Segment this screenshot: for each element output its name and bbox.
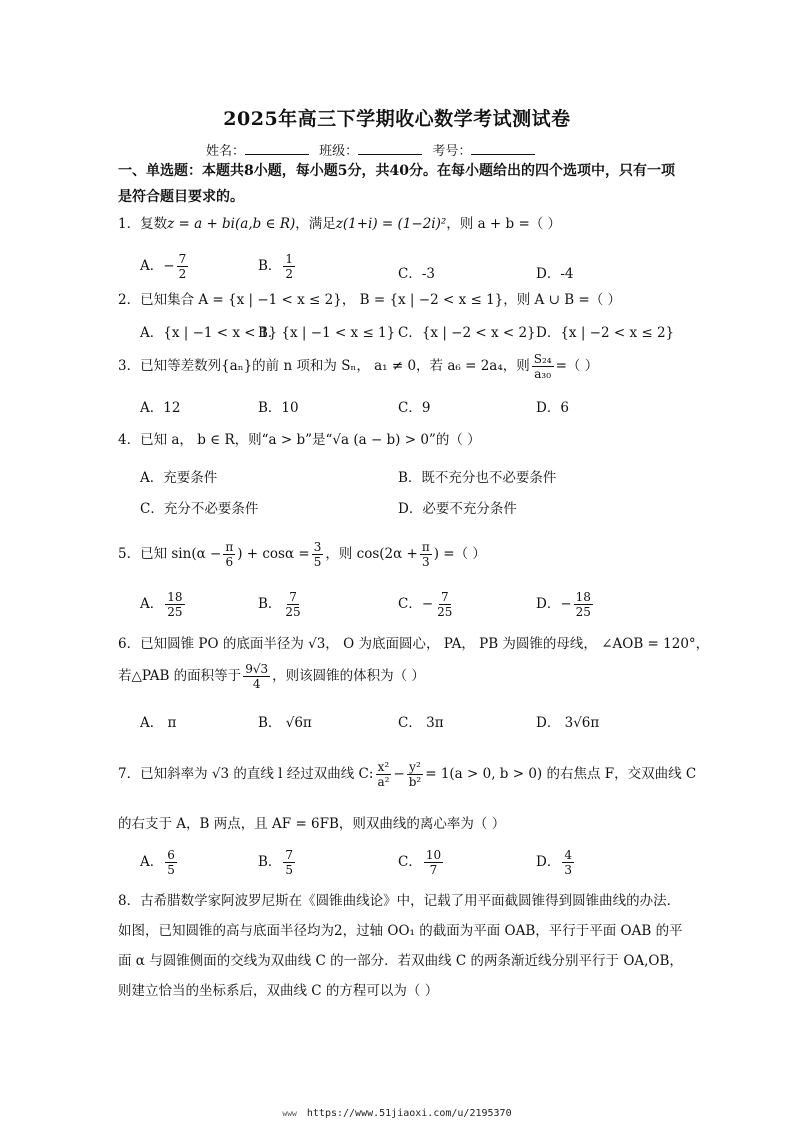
q5-option-d[interactable]: D．− $\frac{18}{25}$ — [536, 590, 591, 619]
q1-mid: ，满足 — [295, 216, 336, 232]
q3-suffix: =（ ） — [555, 358, 599, 374]
class-label: 班级： — [319, 144, 359, 159]
question-7-line1: 7．已知斜率为 √3 的直线 l 经过双曲线 C: $\frac{\text{x²}}{\text{a²}}$ − $\frac{\text{y²}}{\text{b²}}$ = 1(a > 0, b > 0) 的右焦点 F，交双曲线 C — [118, 760, 697, 789]
q6-option-a[interactable]: A． π — [140, 715, 177, 731]
q5-option-a[interactable]: A． $\frac{18}{25}$ — [140, 590, 183, 619]
exam-title: 2025年高三下学期收心数学考试测试卷 — [223, 108, 571, 130]
q1-option-b[interactable]: B． $\frac{1}{2}$ — [258, 252, 294, 281]
q4-option-b[interactable]: B．既不充分也不必要条件 — [398, 470, 557, 486]
q7-option-c[interactable]: C． $\frac{10}{7}$ — [398, 848, 442, 877]
question-6-line1: 6．已知圆锥 PO 的底面半径为 √3， O 为底面圆心， PA， PB 为圆锥的母线， ∠AOB = 120°， — [118, 636, 710, 652]
q3-option-c[interactable]: C．9 — [398, 400, 431, 416]
q2-option-c[interactable]: C．{x | −2 < x < 2} — [398, 325, 536, 341]
question-4: 4．已知 a， b ∈ R，则“a > b”是“√a (a − b) > 0”的（ ） — [118, 432, 481, 448]
q5-option-c[interactable]: C．− $\frac{7}{25}$ — [398, 590, 453, 619]
q6-option-d[interactable]: D． 3√6π — [536, 715, 600, 731]
id-blank[interactable] — [471, 142, 535, 155]
q2-option-d[interactable]: D．{x | −2 < x ≤ 2} — [536, 325, 675, 341]
q3-option-b[interactable]: B．10 — [258, 400, 299, 416]
question-5: 5．已知 sin(α − $\frac{\pi}{6}$ ) + cosα = $\frac{3}{5}$ ，则 cos(2α + $\frac{\pi}{3}$ ) =（ ） — [118, 540, 486, 569]
q1-math1: z = a + bi(a,b ∈ R) — [167, 216, 296, 232]
q6-option-b[interactable]: B． √6π — [258, 715, 312, 731]
q1-math2: z(1+i) = (1−2i)² — [335, 216, 447, 232]
q4-option-a[interactable]: A．充要条件 — [140, 470, 218, 486]
question-7-line2: 的右支于 A，B 两点，且 AF = 6FB，则双曲线的离心率为（ ） — [118, 816, 506, 832]
q4-option-c[interactable]: C．充分不必要条件 — [140, 501, 259, 517]
q1-option-a[interactable]: A．− $\frac{7}{2}$ — [140, 252, 187, 281]
q7-option-b[interactable]: B． $\frac{7}{5}$ — [258, 848, 294, 877]
section-heading: 一、单选题：本题共8小题，每小题5分，共40分。在每小题给出的四个选项中，只有一项是符合题目要求的。 — [118, 163, 675, 205]
site-logo-icon: www — [282, 1109, 297, 1118]
class-blank[interactable] — [358, 142, 422, 155]
q5-option-b[interactable]: B． $\frac{7}{25}$ — [258, 590, 301, 619]
name-label: 姓名： — [206, 144, 246, 159]
q1-prefix: 1．复数 — [118, 216, 168, 232]
question-3 — [118, 352, 688, 381]
q2-option-a[interactable]: A．{x | −1 < x < 1} — [140, 325, 278, 341]
question-2: 2．已知集合 A = {x | −1 < x ≤ 2}， B = {x | −2 < x ≤ 1}，则 A ∪ B =（ ） — [118, 292, 622, 308]
footer — [0, 1108, 794, 1119]
name-blank[interactable] — [245, 142, 309, 155]
q7-option-a[interactable]: A． $\frac{6}{5}$ — [140, 848, 175, 877]
question-6-line2: 若△PAB 的面积等于 $\frac{9√3}{4}$ ，则该圆锥的体积为（ ） — [118, 662, 425, 691]
q3-fraction: $\frac{\text{S₂₄}}{\text{a₃₀}}$ — [533, 352, 552, 381]
q1-option-c[interactable]: C．-3 — [398, 266, 435, 282]
footer-url[interactable]: https://www.51jiaoxi.com/u/2195370 — [306, 1108, 512, 1119]
q6-option-c[interactable]: C． 3π — [398, 715, 444, 731]
q1-option-d[interactable]: D．-4 — [536, 266, 574, 282]
question-8: 8．古希腊数学家阿波罗尼斯在《圆锥曲线论》中，记载了用平面截圆锥得到圆锥曲线的办法．如图，已知圆锥的高与底面半径均为2，过轴 OO₁ 的截面为平面 OAB，平行于平面 OAB 的平面 α 与圆锥侧面的交线为双曲线 C 的一部分．若双曲线 C 的两条渐近线分别平行于 OA,OB，则建立恰当的坐标系后，双曲线 C 的方程可以为（ ） — [118, 893, 683, 999]
q7-option-d[interactable]: D． $\frac{4}{3}$ — [536, 848, 572, 877]
q3-option-d[interactable]: D．6 — [536, 400, 569, 416]
q2-option-b[interactable]: B．{x | −1 < x ≤ 1} — [258, 325, 396, 341]
question-1 — [118, 214, 688, 234]
q4-option-d[interactable]: D．必要不充分条件 — [398, 501, 517, 517]
q3-option-a[interactable]: A．12 — [140, 400, 181, 416]
id-label: 考号： — [432, 144, 472, 159]
q1-suffix: ，则 a + b =（ ） — [446, 216, 562, 232]
q3-text: 3．已知等差数列{aₙ}的前 n 项和为 Sₙ， a₁ ≠ 0，若 a₆ = 2a₄，则 — [118, 358, 530, 374]
student-info-row — [206, 140, 541, 159]
